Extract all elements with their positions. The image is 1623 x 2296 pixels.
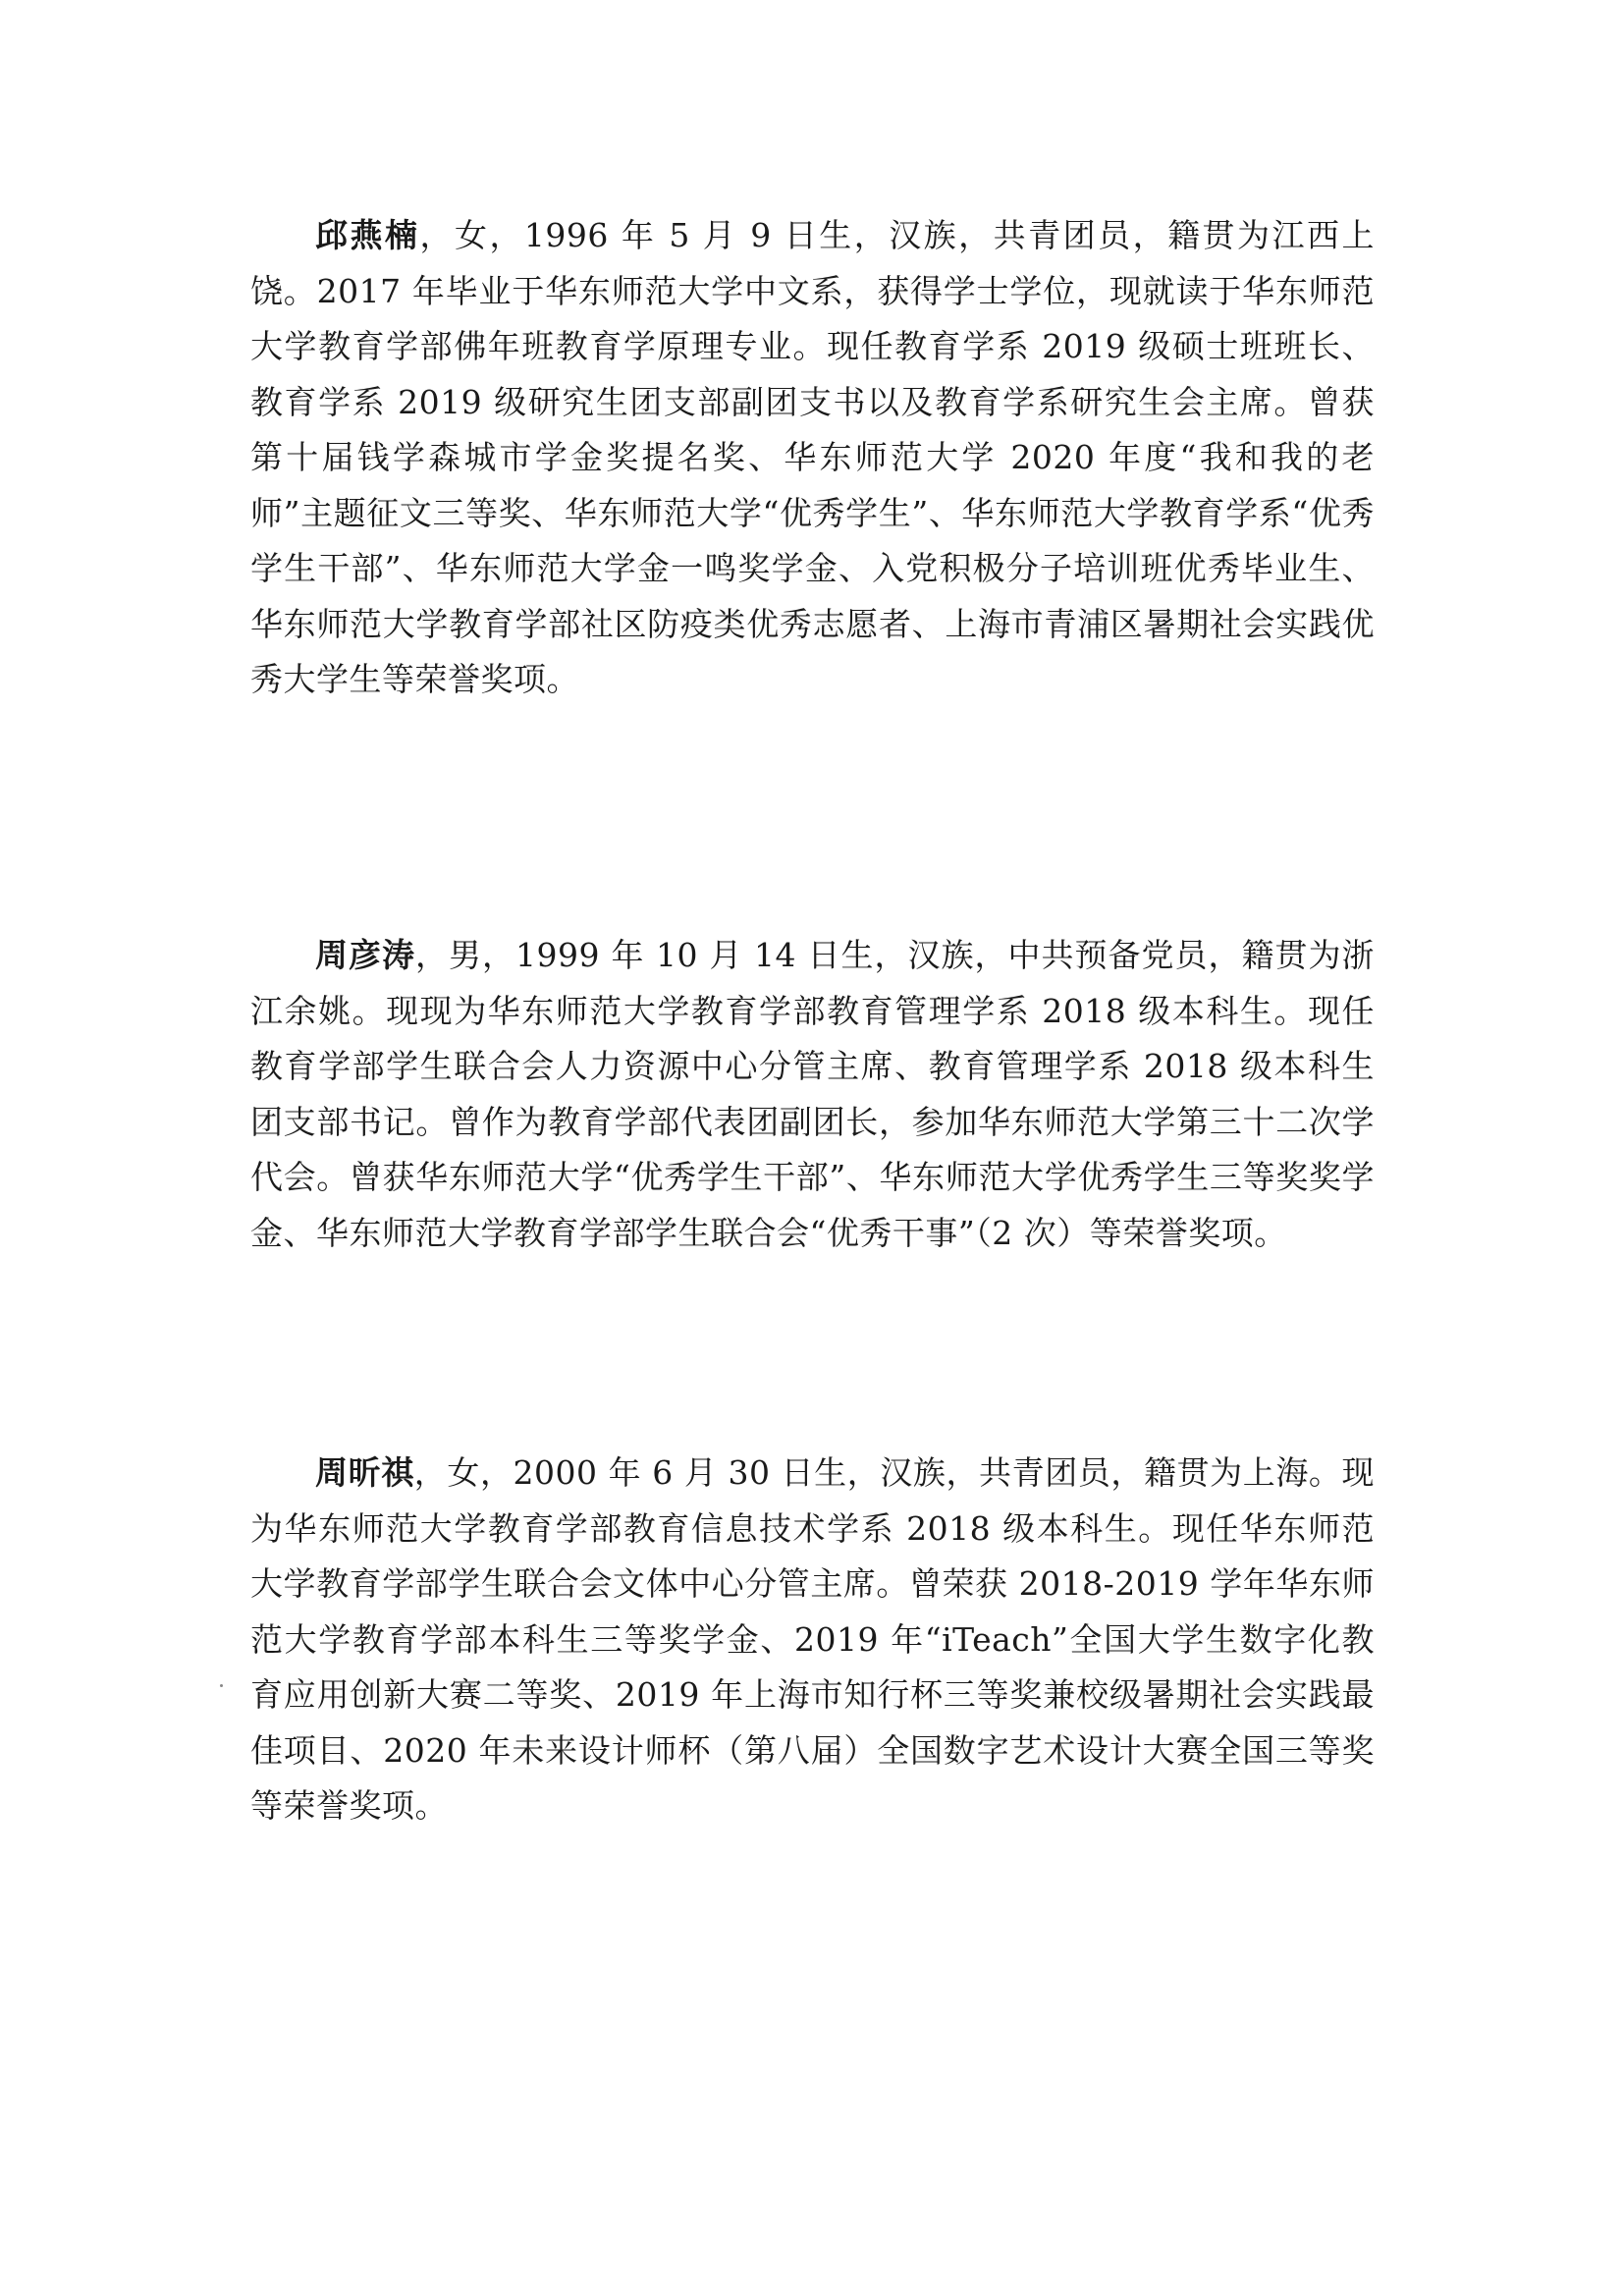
profile-text	[250, 928, 1375, 1261]
profile-name: 周彦涛	[315, 936, 416, 974]
profile-body: ，男，1999 年 10 月 14 日生，汉族，中共预备党员，籍贯为浙江余姚。现现为华东师范大学教育学部教育管理学系 2018 级本科生。现任教育学部学生联合会人力资源中心分管主席、教育管理学系 2018 级本科生团支部书记。曾作为教育学部代表团副团长，参加华东师范大学第三十二次学代会。曾获华东师范大学“优秀学生干部”、华东师范大学优秀学生三等奖奖学金、华东师范大学教育学部学生联合会“优秀干事”（2 次）等荣誉奖项。	[250, 936, 1375, 1252]
profile-name: 邱燕楠	[315, 216, 420, 254]
profile-text	[250, 208, 1375, 708]
profile-paragraph	[250, 208, 1375, 708]
profile-body: ，女，1996 年 5 月 9 日生，汉族，共青团员，籍贯为江西上饶。2017 年毕业于华东师范大学中文系，获得学士学位，现就读于华东师范大学教育学部佛年班教育学原理专业。现任教育学系 2019 级硕士班班长、教育学系 2019 级研究生团支部副团支书以及教育学系研究生会主席。曾获第十届钱学森城市学金奖提名奖、华东师范大学 2020 年度“我和我的老师”主题征文三等奖、华东师范大学“优秀学生”、华东师范大学教育学系“优秀学生干部”、华东师范大学金一鸣奖学金、入党积极分子培训班优秀毕业生、华东师范大学教育学部社区防疫类优秀志愿者、上海市青浦区暑期社会实践优秀大学生等荣誉奖项。	[250, 216, 1375, 698]
profile-paragraph	[250, 928, 1375, 1261]
profile-text	[250, 1446, 1375, 1834]
profile-body: ，女，2000 年 6 月 30 日生，汉族，共青团员，籍贯为上海。现为华东师范大学教育学部教育信息技术学系 2018 级本科生。现任华东师范大学教育学部学生联合会文体中心分管主席。曾荣获 2018-2019 学年华东师范大学教育学部本科生三等奖学金、2019 年“iTeach”全国大学生数字化教育应用创新大赛二等奖、2019 年上海市知行杯三等奖兼校级暑期社会实践最佳项目、2020 年未来设计师杯（第八届）全国数字艺术设计大赛全国三等奖等荣誉奖项。	[250, 1453, 1376, 1825]
profile-paragraph	[250, 1446, 1375, 1834]
profile-name: 周昕祺	[315, 1453, 414, 1492]
scan-speck	[220, 1684, 223, 1687]
